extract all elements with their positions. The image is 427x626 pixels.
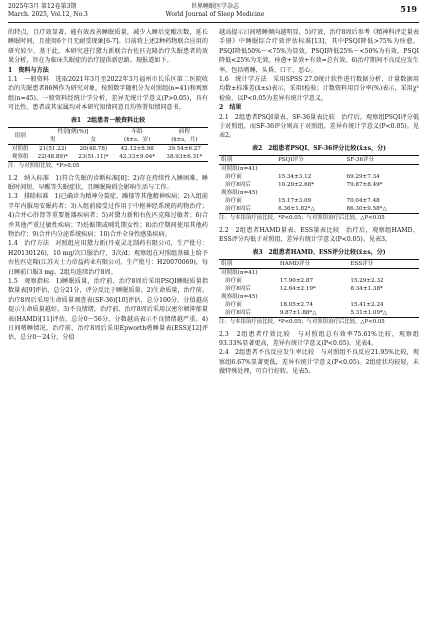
table-row <box>219 309 419 318</box>
table-cell: 15.34±3.12 <box>278 174 312 181</box>
table-cell: 对照组 <box>11 146 29 153</box>
table-cell: 治疗前 <box>225 278 242 284</box>
table-row <box>219 285 419 293</box>
table-cell: 10.29±2.68* <box>278 182 315 189</box>
issue-en: March. 2025, Vol.12, No.3 <box>8 11 88 18</box>
table2-caption: 表2 2组患者PSQI、SF-36评分比较(x̄±s，分) <box>251 144 387 152</box>
table1-header-age: 年龄 <box>131 129 143 136</box>
table-cell: 70.04±7.48 <box>346 198 380 205</box>
table-cell: 15.29±2.32 <box>350 278 384 284</box>
table-row <box>219 197 419 205</box>
paragraph-indicators-cont: 越高提示日间嗜睡倾向越明显。5)疗效，治疗8周后参考《精神科评定量表手册》中睡眠综合疗效评估标准[13]，其中PSQI降低>75%为痊愈，PSQI降低50%～<75%为显效，PSQI降低25%～<50%为有效，PSQI降低<25%为无效。痊愈+显效+有效=总有效。6)治疗期间不良反应发生率，包括嗜睡、头昏、口干、恶心。 <box>219 29 419 74</box>
table-row <box>219 173 419 181</box>
table-group-row <box>219 269 419 278</box>
table-cell: 治疗8周后 <box>225 286 251 292</box>
table3 <box>219 259 419 318</box>
table-cell: 69.29±7.34 <box>346 174 380 181</box>
table-cell: 15.41±2.24 <box>350 302 384 308</box>
table-cell: 12.64±2.19* <box>279 286 316 292</box>
table-cell: 17.90±2.87 <box>279 278 313 284</box>
intro-paragraph: 的特点，且疗效显著，能有效改善睡眠质量，减少入睡后觉醒次数，延长睡眠时间，且使用6个月无耐受现象[6-7]。目前将上述2种药物联合应用的研究较少，基于此，本研究进行黛力新联合右佐匹克隆治疗失眠患者的效果分析，旨在为临床失眠症的治疗提供新思路。现报道如下。 <box>8 29 208 65</box>
table2-note: 注：与本组治疗前比较，*P<0.05；与对照组治疗后比较，△P<0.05 <box>219 215 385 222</box>
table1-header-course: 病程 <box>178 129 190 136</box>
table1-header-age-unit: (x̄±s，岁) <box>124 137 151 144</box>
table-cell: 6.36±1.82*△ <box>278 206 315 213</box>
table-cell: 治疗前 <box>225 302 242 308</box>
paragraph-inclusion: 1.2 纳入标准 1)符合失眠的诊断标准[8]；2)存在持续性入睡困难、睡眠时间短、早醒等失眠症状，且睡眠障碍会影响生活与工作。 <box>8 174 208 191</box>
paragraph-indicators: 1.5 观察指标 1)睡眠质量，治疗前、治疗8周后采用PSQI睡眠质量指数量表[9]评估，总分21分，评分反比于睡眠质量。2)生命质量，治疗前、治疗8周后采用生命质量调查表(SF-36)[10]评估，总分100分，分值越高提示生命质量越好。3)不良情绪，治疗前、治疗8周后采用汉密尔顿抑郁量表(HAMD)[11]评估，总分0～56分，分数越高表示不良情绪越严重。4)日间嗜睡情况，治疗前、治疗8周后采用Epworth嗜睡量表(ESS)[12]评估，总分0～24分，分值 <box>8 278 208 342</box>
table-cell: 86.30±9.58*△ <box>346 206 387 213</box>
paragraph-exclusion: 1.3 排除标准 1)已确诊为精神分裂症、躁郁等其他精神疾病；2)入组前半年内服用安眠药者；3)入组前接受过作用于中枢神经系统的药物治疗；4)合并心肝肾等重要脏器疾病者；5)对黛力新和右佐匹克隆过敏者；6)合并其他严重过敏性疾病；7)妊娠期或哺乳期女性；8)治疗期间使用其他药物治疗；9)合并内分泌系统疾病；10)合并全身性感染疾病。 <box>8 193 208 238</box>
paragraph-result-adverse: 2.4 2组患者不良反应发生率比较 与对照组不良反应21.95%比较，观察组6.67%显著更低，差异有统计学意义(P<0.05)。2组症状均较轻，未做特殊处理，可自行好转。见表5。 <box>219 349 419 376</box>
table-row <box>8 145 208 154</box>
table1-caption: 表1 2组患者一般资料比较 <box>70 116 146 124</box>
table-cell: 治疗8周后 <box>225 182 251 189</box>
table2 <box>219 155 419 214</box>
paragraph-treatment: 1.4 治疗方法 对照组应用黛力新(丹麦灵北制药有限公司，生产批号：H20130126)，10 mg/次口服治疗，3次/d；观察组在对照组基础上给予右佐匹克隆(江苏天士力帝益药业有限公司，生产批号：H20070069)，每日睡前口服3 mg。2组均连续治疗8周。 <box>8 240 208 276</box>
table-group-row <box>219 293 419 301</box>
table2-group-observation: 观察组(n=45) <box>221 190 258 197</box>
journal-title-cn: 世界睡眠医学杂志 <box>190 3 239 10</box>
header-rule <box>8 22 419 23</box>
page-header <box>0 0 427 24</box>
table-row <box>219 181 419 189</box>
table-cell: 42.33±9.04* <box>119 154 156 161</box>
table3-header-ess: ESS评分 <box>350 261 374 267</box>
table-group-row <box>219 189 419 197</box>
table-cell: 39.54±6.27 <box>167 146 201 153</box>
page-number: 519 <box>400 4 417 14</box>
table3-header-hamd: HAMD评分 <box>279 261 311 267</box>
paragraph-result-efficacy: 2.3 2组患者疗效比较 与对照组总有效率75.61%比较，观察组93.33%显著更高，差异有统计学意义(P<0.05)。见表4。 <box>219 330 419 347</box>
section-heading-methods: 1 资料与方法 <box>8 66 49 74</box>
table-row <box>219 277 419 285</box>
table3-caption: 表3 2组患者HAMD、ESS评分比较(x̄±s，分) <box>252 248 386 256</box>
table-cell: 20(48.78) <box>79 146 108 153</box>
table2-header-group: 组别 <box>221 157 233 164</box>
paragraph-statistics: 1.6 统计学方法 采用SPSS 27.0统计软件进行数据分析，计量数据用均数±标准差(x̄±s)表示，采用t检验；计数资料用百分率(%)表示，采用χ²检验，以P<0.05为差异有统计学意义。 <box>219 76 419 102</box>
table1-header-female: 女 <box>90 137 97 144</box>
table3-note: 注：与本组治疗前比较，*P<0.05；与对照组治疗后比较，△P<0.05 <box>219 319 385 325</box>
table-cell: 9.87±1.88*△ <box>279 310 317 316</box>
table1-header-course-unit: (x̄±s，月) <box>171 137 198 144</box>
table-cell: 18.05±2.74 <box>279 302 313 308</box>
left-column <box>8 28 208 343</box>
table1-header-male: 男 <box>50 137 56 144</box>
table-cell: 治疗8周后 <box>225 310 251 316</box>
table3-group-control: 对照组(n=41) <box>221 270 258 276</box>
table-cell: 23(51.11)* <box>78 154 109 161</box>
table1-note: 注：与对照组比较，*P>0.05 <box>8 163 80 170</box>
table-cell: 5.31±1.09*△ <box>350 310 388 316</box>
table-row <box>219 301 419 309</box>
table-cell: 治疗8周后 <box>225 206 251 213</box>
table-cell: 观察组 <box>11 154 29 161</box>
paragraph-result-hamd: 2.2 2组患者HAMD量表、ESS量表比较 治疗后，观察组HAMD、ESS评分均低于对照组，差异有统计学意义(P<0.05)。见表3。 <box>219 226 419 244</box>
table-cell: 22(48.89)* <box>37 154 68 161</box>
table-cell: 79.87±8.49* <box>346 182 383 189</box>
table-row <box>219 205 419 214</box>
table-cell: 38.93±6.31* <box>166 154 203 161</box>
table-cell: 15.17±3.09 <box>278 198 312 205</box>
journal-title <box>150 3 280 19</box>
table-cell: 8.34±1.38* <box>350 286 383 292</box>
table1 <box>8 127 208 162</box>
issue-cn: 2025年3月 第12卷第3期 <box>8 3 77 10</box>
table1-header-sex: 性别[例(%)] <box>57 129 89 136</box>
journal-issue <box>8 3 88 19</box>
section-heading-results: 2 结果 <box>219 104 242 112</box>
table-cell: 21(51.22) <box>39 146 67 153</box>
paragraph-general-data: 1.1 一般资料 选取2021年3月至2022年3月福州市长乐区第二医院收治的失眠患者86例作为研究对象，按照数字随机分为对照组(n=41)和观察组(n=45)。一般资料经统计学分析，差异无统计学意义(P>0.05)，具有可比性。患者或其家属均对本研究知情同意且均签署知情同意书。 <box>8 76 208 112</box>
right-column <box>219 28 419 377</box>
table-row <box>8 153 208 162</box>
table3-group-observation: 观察组(n=45) <box>221 294 258 300</box>
table2-header-sf36: SF-36评分 <box>346 157 375 164</box>
table-cell: 42.12±8.98 <box>120 146 154 153</box>
table-cell: 治疗前 <box>225 198 242 205</box>
table-cell: 治疗前 <box>225 174 242 181</box>
paragraph-result-psqi: 2.1 2组患者PSQI量表、SF-36量表比较 治疗后，观察组PSQI评分低于对照组，而SF-36评分则高于对照组，差异有统计学意义(P<0.05)。见表2。 <box>219 113 419 140</box>
table3-header-group: 组别 <box>221 261 233 267</box>
journal-title-en: World Journal of Sleep Medicine <box>165 11 265 18</box>
table1-header-group: 组别 <box>14 133 26 140</box>
table2-group-control: 对照组(n=41) <box>221 166 258 173</box>
table2-header-psqi: PSQI评分 <box>278 157 304 164</box>
table-group-row <box>219 165 419 174</box>
